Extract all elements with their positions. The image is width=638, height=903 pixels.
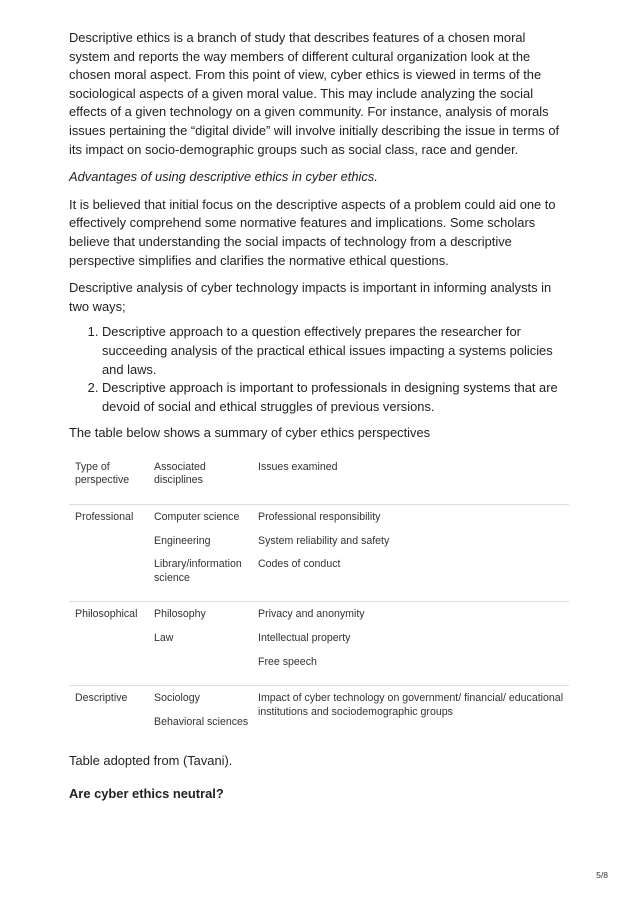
cell-disciplines [148,686,255,745]
paragraph-initial-focus: It is believed that initial focus on the descriptive aspects of a problem could aid one to effectively comprehend some normative features and implications. Some scholars believe that understanding the social impacts of technology from a descriptive perspective simplifies and clarifies the normative ethical questions. [69,196,556,268]
paragraph-descriptive-ethics: Descriptive ethics is a branch of study that describes features of a chosen moral system and reports the way members of different cultural organization look at the chosen moral aspect. From this point of view, cyber ethics is viewed in terms of the sociological aspects of a given moral value. This may include analyzing the social effects of a given technology on a given community. For instance, analysis of morals issues pertaining the “digital divide” will involve initially describing the issue in terms of its impact on socio-demographic groups such as social class, race and gender. [69,30,560,157]
issue: Free speech [258,655,317,668]
discipline: Computer science [154,511,240,524]
table-row [69,602,569,686]
issue: Professional responsibility [258,511,381,524]
issue: Codes of conduct [258,558,341,571]
subheading-advantages: Advantages of using descriptive ethics in cyber ethics. [69,169,378,185]
perspectives-table [69,455,569,745]
table-row [69,505,569,602]
after-table [69,752,569,803]
cell-issues [255,686,569,745]
table-row [69,686,569,745]
table-source: Table adopted from (Tavani). [69,753,233,769]
issue: Privacy and anonymity [258,608,365,621]
discipline: Sociology [154,692,200,705]
paragraph-two-ways: Descriptive analysis of cyber technology impacts is important in informing analysts in two ways; [69,280,552,314]
heading-neutral: Are cyber ethics neutral? [69,786,224,801]
document-body [69,29,569,804]
discipline: Philosophy [154,608,206,621]
cell-disciplines [148,505,255,602]
paragraph-table-intro: The table below shows a summary of cyber ethics perspectives [69,425,431,441]
header-disciplines: Associated disciplines [154,460,206,487]
discipline: Law [154,632,174,645]
list-item: 1. Descriptive approach to a question effectively prepares the researcher for succeeding analysis of the practical ethical issues impacting a systems policies and laws. [102,323,569,379]
cell-issues [255,505,569,602]
cell-type: Philosophical [69,602,148,686]
header-issues: Issues examined [258,460,338,473]
page-number: 5/8 [596,870,608,880]
cell-disciplines [148,602,255,686]
cell-issues [255,602,569,686]
discipline: Library/information science [154,558,242,584]
numbered-list [69,323,569,416]
cell-type: Professional [69,505,148,602]
table-header-row [69,455,569,505]
cell-type: Descriptive [69,686,148,745]
issue: Impact of cyber technology on government/ financial/ educational institutions and sociodemographic groups [258,692,564,718]
header-type: Type of perspective [75,460,130,487]
issue: System reliability and safety [258,534,390,547]
discipline: Engineering [154,534,211,547]
list-item: 2. Descriptive approach is important to professionals in designing systems that are devoid of social and ethical struggles of previous versions. [102,379,569,416]
discipline: Behavioral sciences [154,715,249,728]
issue: Intellectual property [258,632,351,645]
